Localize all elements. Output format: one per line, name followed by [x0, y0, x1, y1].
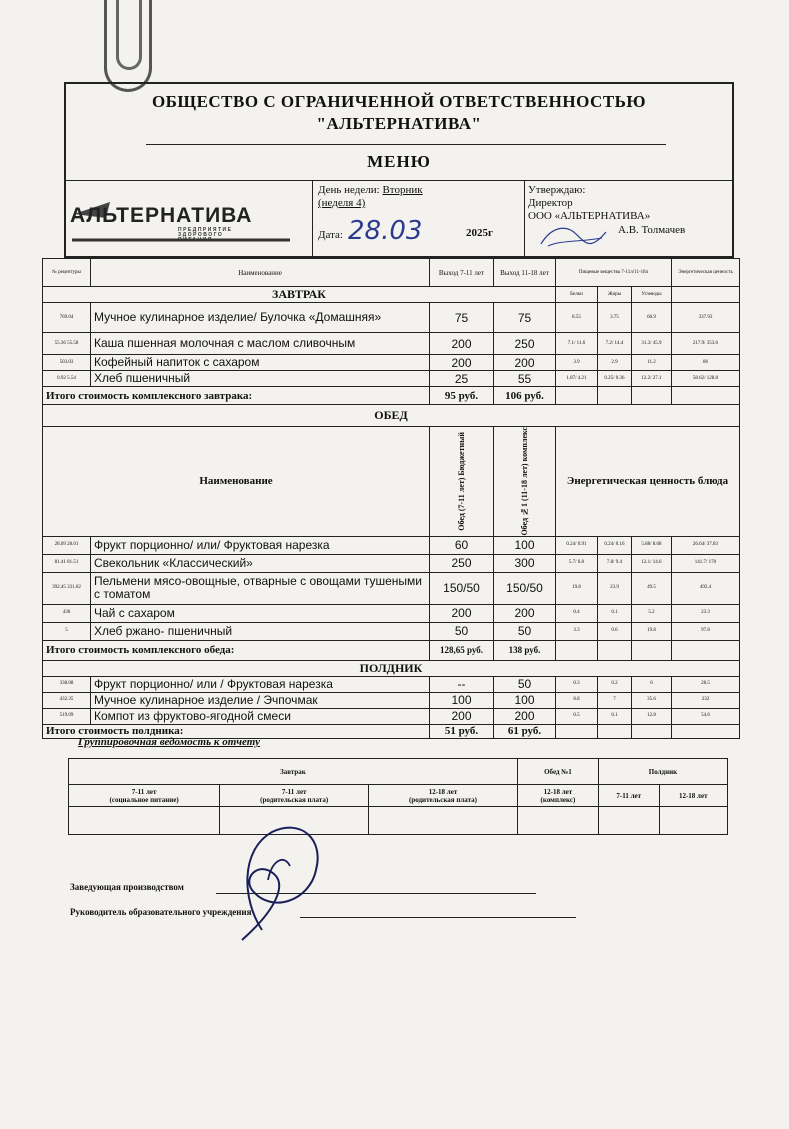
col-energy-header: Энергетическая ценность: [672, 259, 740, 287]
energy-value: 337.93: [672, 303, 740, 333]
table-row: [43, 622, 740, 640]
grouping-col-3: [369, 785, 518, 807]
recipe-code: 432.35: [43, 692, 91, 708]
org-name-line2: "АЛЬТЕРНАТИВА": [316, 114, 482, 133]
sub-fat-header: Жиры: [598, 287, 632, 303]
snack-total-7-11: 51 руб.: [430, 724, 494, 738]
empty-cell: [598, 640, 632, 660]
grouping-col-4-age: 12-18 лет: [543, 787, 573, 796]
empty-cell: [632, 724, 672, 738]
output-7-11: 200: [430, 708, 494, 724]
table-row: [43, 604, 740, 622]
grouping-table: [68, 758, 728, 835]
lunch-output2-header: Обед №1 (11-18 лет) комплекс: [520, 427, 529, 536]
recipe-code: 392.45 331.02: [43, 572, 91, 604]
recipe-code: 81.41 81.51: [43, 554, 91, 572]
output-11-18: 200: [494, 604, 556, 622]
recipe-code: 338.08: [43, 676, 91, 692]
sub-carb-header: Углеводы: [632, 287, 672, 303]
weekday-label: День недели:: [318, 184, 380, 196]
empty-cell: [556, 724, 598, 738]
output-7-11: 150/50: [430, 572, 494, 604]
approve-org: ООО «АЛЬТЕРНАТИВА»: [528, 210, 651, 222]
grouping-subheader-row: [69, 785, 728, 807]
fat-value: 0.24/ 0.16: [598, 536, 632, 554]
dish-name: Каша пшенная молочная с маслом сливочным: [91, 333, 430, 355]
output-7-11: 25: [430, 371, 494, 387]
empty-cell: [369, 807, 518, 835]
output-11-18: 100: [494, 692, 556, 708]
fat-value: 23.9: [598, 572, 632, 604]
dish-name: Чай с сахаром: [91, 604, 430, 622]
approve-label: Утверждаю:: [528, 184, 586, 196]
protein-value: 19.8: [556, 572, 598, 604]
fat-value: 0.1: [598, 708, 632, 724]
lunch-output1-header-cell: [430, 427, 494, 537]
output-7-11: 200: [430, 355, 494, 371]
lunch-energy-header: Энергетическая ценность блюда: [556, 427, 740, 537]
energy-value: 232: [672, 692, 740, 708]
recipe-code: 503.03: [43, 355, 91, 371]
paper-clip-inner-icon: [116, 0, 142, 70]
approval-block: [528, 184, 650, 223]
recipe-code: 436: [43, 604, 91, 622]
grouping-col-4-note: (комплекс): [540, 795, 576, 804]
energy-value: 26.64/ 37.83: [672, 536, 740, 554]
grouping-col-2-note: (родительская плата): [260, 795, 329, 804]
dish-name: Кофейный напиток с сахаром: [91, 355, 430, 371]
protein-value: 7.1/ 11.6: [556, 333, 598, 355]
empty-cell: [556, 640, 598, 660]
protein-value: 0.5: [556, 708, 598, 724]
empty-cell: [632, 640, 672, 660]
lunch-header-row: [43, 427, 740, 537]
protein-value: 5.7/ 6.8: [556, 554, 598, 572]
empty-cell: [672, 724, 740, 738]
recipe-code: 0.92 5.54: [43, 371, 91, 387]
fat-value: 2.9: [598, 355, 632, 371]
empty-cell: [517, 807, 598, 835]
carb-value: 11.2: [632, 355, 672, 371]
snack-section-row: [43, 660, 740, 676]
output-7-11: 75: [430, 303, 494, 333]
snack-title: ПОЛДНИК: [43, 660, 740, 676]
carb-value: 6: [632, 676, 672, 692]
divider: [312, 180, 313, 258]
recipe-code: 519.09: [43, 708, 91, 724]
institution-head-label: Руководитель образовательного учреждения: [70, 907, 252, 917]
lunch-total-label: Итого стоимость комплексного обеда:: [43, 640, 430, 660]
protein-value: 0.4: [556, 604, 598, 622]
energy-value: 86: [672, 355, 740, 371]
snack-total-11-18: 61 руб.: [494, 724, 556, 738]
grouping-header-row: [69, 759, 728, 785]
empty-cell: [672, 287, 740, 303]
lunch-output1-header: Обед (7-11 лет) Бюджетный: [457, 431, 466, 531]
energy-value: 23.3: [672, 604, 740, 622]
carb-value: 31.3/ 45.9: [632, 333, 672, 355]
dish-name: Мучное кулинарное изделие/ Булочка «Домашняя»: [91, 303, 430, 333]
menu-title: МЕНЮ: [367, 152, 431, 171]
output-11-18: 55: [494, 371, 556, 387]
recipe-code: 55.36 55.58: [43, 333, 91, 355]
dish-name: Пельмени мясо-овощные, отварные с овощами тушеными с томатом: [91, 572, 430, 604]
output-11-18: 300: [494, 554, 556, 572]
grouping-empty-row: [69, 807, 728, 835]
year-value: 2025г: [466, 227, 493, 239]
fat-value: 0.1: [598, 604, 632, 622]
output-11-18: 50: [494, 622, 556, 640]
weekday-value: Вторник: [382, 184, 423, 196]
carb-value: 12.8: [632, 708, 672, 724]
table-row: [43, 355, 740, 371]
grouping-col-1: [69, 785, 220, 807]
divider: [146, 144, 666, 145]
energy-value: 54.6: [672, 708, 740, 724]
grouping-col-1-note: (социальное питание): [109, 795, 179, 804]
dish-name: Мучное кулинарное изделие / Эчпочмак: [91, 692, 430, 708]
table-row: [43, 692, 740, 708]
output-7-11: 60: [430, 536, 494, 554]
table-row: [43, 303, 740, 333]
output-11-18: 100: [494, 536, 556, 554]
lunch-output2-header-cell: [494, 427, 556, 537]
lunch-title: ОБЕД: [43, 405, 740, 427]
empty-cell: [598, 387, 632, 405]
energy-value: 492.4: [672, 572, 740, 604]
col-output2-header: Выход 11-18 лет: [494, 259, 556, 287]
divider: [66, 180, 732, 181]
protein-value: 3.3: [556, 622, 598, 640]
table-row: [43, 676, 740, 692]
lunch-name-header: Наименование: [43, 427, 430, 537]
output-7-11: --: [430, 676, 494, 692]
energy-value: 217.9/ 353.6: [672, 333, 740, 355]
handwritten-signature-icon: [232, 820, 332, 950]
dish-name: Компот из фруктово-ягодной смеси: [91, 708, 430, 724]
protein-value: 1.87/ 4.21: [556, 371, 598, 387]
carb-value: 35.6: [632, 692, 672, 708]
breakfast-total-label: Итого стоимость комплексного завтрака:: [43, 387, 430, 405]
logo-subtext: ПРЕДПРИЯТИЕ ЗДОРОВОГО ПИТАНИЯ: [178, 227, 233, 243]
table-row: [43, 708, 740, 724]
protein-value: 3.9: [556, 355, 598, 371]
grouping-col-2: [220, 785, 369, 807]
dish-name: Хлеб ржано- пшеничный: [91, 622, 430, 640]
col-name-header: Наименование: [91, 259, 430, 287]
output-11-18: 250: [494, 333, 556, 355]
table-row: [43, 554, 740, 572]
breakfast-section-row: [43, 287, 740, 303]
empty-cell: [659, 807, 728, 835]
output-11-18: 200: [494, 355, 556, 371]
approve-role: Директор: [528, 197, 573, 209]
carb-value: 12.1/ 14.6: [632, 554, 672, 572]
lunch-total-11-18: 138 руб.: [494, 640, 556, 660]
output-7-11: 50: [430, 622, 494, 640]
protein-value: 0.3: [556, 676, 598, 692]
production-manager-label: Заведующая производством: [70, 882, 184, 892]
lunch-total-7-11: 128,65 руб.: [430, 640, 494, 660]
col-output1-header: Выход 7-11 лет: [430, 259, 494, 287]
breakfast-total-11-18: 106 руб.: [494, 387, 556, 405]
table-row: [43, 572, 740, 604]
grouping-col-3-note: (родительская плата): [408, 795, 477, 804]
header-box: [64, 82, 734, 258]
weekday-block: [318, 184, 423, 210]
org-name-line1: ОБЩЕСТВО С ОГРАНИЧЕННОЙ ОТВЕТСТВЕННОСТЬЮ: [151, 92, 647, 111]
dish-name: Хлеб пшеничный: [91, 371, 430, 387]
empty-cell: [672, 387, 740, 405]
table-row: [43, 536, 740, 554]
dish-name: Свекольник «Классический»: [91, 554, 430, 572]
lunch-total-row: [43, 640, 740, 660]
fat-value: 0.25/ 0.36: [598, 371, 632, 387]
table-row: [43, 333, 740, 355]
empty-cell: [556, 387, 598, 405]
empty-cell: [632, 387, 672, 405]
output-7-11: 200: [430, 333, 494, 355]
recipe-code: 28.09 28.01: [43, 536, 91, 554]
output-7-11: 250: [430, 554, 494, 572]
output-11-18: 200: [494, 708, 556, 724]
grouping-col-3-age: 12-18 лет: [428, 787, 458, 796]
grouping-col-4: [517, 785, 598, 807]
date-handwritten: 28.03: [348, 216, 423, 246]
divider: [524, 180, 525, 258]
col-recipe-header: № рецептуры: [43, 259, 91, 287]
carb-value: 66.9: [632, 303, 672, 333]
output-7-11: 200: [430, 604, 494, 622]
grouping-lunch-header: Обед №1: [517, 759, 598, 785]
protein-value: 8.55: [556, 303, 598, 333]
logo-wordmark: АЛЬТЕРНАТИВА: [70, 204, 253, 227]
date-label: Дата:: [318, 229, 343, 241]
fat-value: 7: [598, 692, 632, 708]
output-11-18: 150/50: [494, 572, 556, 604]
fat-value: 7.8/ 9.4: [598, 554, 632, 572]
grouping-snack-header: Полдник: [599, 759, 728, 785]
protein-value: 0.24/ 0.91: [556, 536, 598, 554]
signature-line: [300, 917, 576, 918]
breakfast-total-7-11: 95 руб.: [430, 387, 494, 405]
output-7-11: 100: [430, 692, 494, 708]
col-nutrients-header: Пищевые вещества 7-11л/11-18л: [556, 259, 672, 287]
week-number: (неделя 4): [318, 197, 366, 209]
breakfast-title: ЗАВТРАК: [43, 287, 556, 303]
fat-value: 0.6: [598, 622, 632, 640]
dish-name: Фрукт порционно/ или / Фруктовая нарезка: [91, 676, 430, 692]
director-name: А.В. Толмачев: [618, 224, 686, 236]
fat-value: 3.75: [598, 303, 632, 333]
grouping-breakfast-header: Завтрак: [69, 759, 518, 785]
output-11-18: 75: [494, 303, 556, 333]
recipe-code: 769.04: [43, 303, 91, 333]
table-row: [43, 371, 740, 387]
carb-value: 19.8: [632, 622, 672, 640]
company-logo: [70, 200, 290, 246]
recipe-code: 5: [43, 622, 91, 640]
dish-name: Фрукт порционно/ или/ Фруктовая нарезка: [91, 536, 430, 554]
energy-value: 97.8: [672, 622, 740, 640]
breakfast-total-row: [43, 387, 740, 405]
carb-value: 5.2: [632, 604, 672, 622]
grouping-col-6: 12-18 лет: [659, 785, 728, 807]
carb-value: 12.2/ 27.1: [632, 371, 672, 387]
carb-value: 5.88/ 8.08: [632, 536, 672, 554]
director-signature-icon: [536, 222, 616, 252]
output-11-18: 50: [494, 676, 556, 692]
protein-value: 8.8: [556, 692, 598, 708]
sub-protein-header: Белки: [556, 287, 598, 303]
grouping-col-5: 7-11 лет: [599, 785, 660, 807]
grouping-title: Группировочная ведомость к отчету: [78, 736, 260, 748]
energy-value: 58.62/ 128.8: [672, 371, 740, 387]
empty-cell: [672, 640, 740, 660]
grouping-col-1-age: 7-11 лет: [131, 787, 157, 796]
fat-value: 7.2/ 14.4: [598, 333, 632, 355]
grouping-col-2-age: 7-11 лет: [281, 787, 307, 796]
snack-total-label: Итого стоимость полдника:: [43, 724, 430, 738]
table-header-row: [43, 259, 740, 287]
empty-cell: [598, 724, 632, 738]
empty-cell: [69, 807, 220, 835]
menu-table: [42, 258, 740, 739]
energy-value: 141.7/ 170: [672, 554, 740, 572]
carb-value: 49.5: [632, 572, 672, 604]
lunch-section-row: [43, 405, 740, 427]
empty-cell: [599, 807, 660, 835]
energy-value: 28.5: [672, 676, 740, 692]
fat-value: 0.2: [598, 676, 632, 692]
